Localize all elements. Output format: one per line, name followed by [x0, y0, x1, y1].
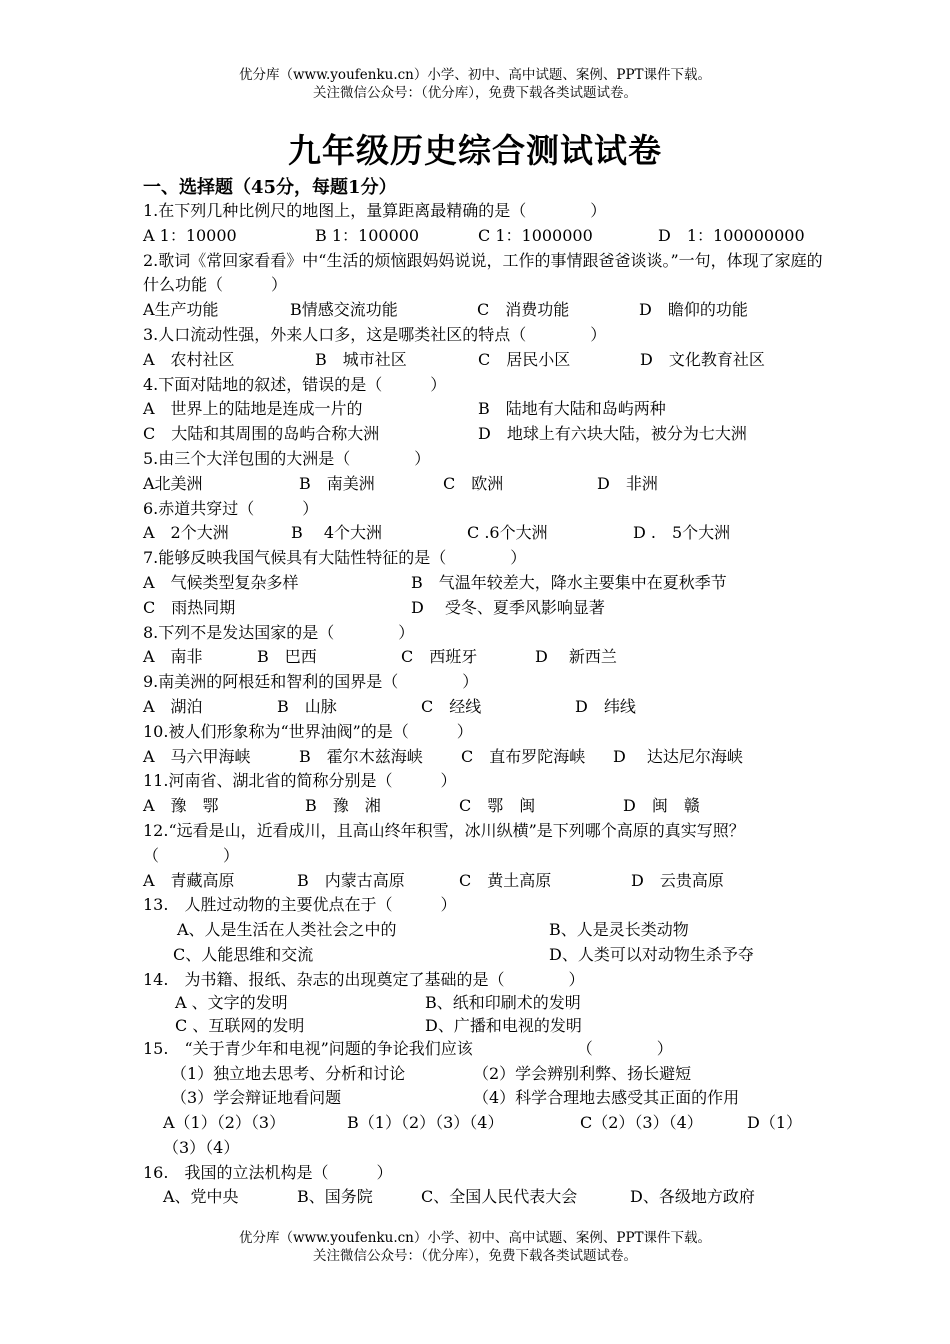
option-a: A 南非: [143, 647, 203, 667]
question-7-stem: 7.能够反映我国气候具有大陆性特征的是（ ）: [143, 548, 527, 568]
option-c: C 经线: [421, 696, 482, 716]
option-d: D 瞻仰的功能: [639, 300, 748, 320]
option-a: A、人是生活在人类社会之中的: [177, 920, 397, 940]
statement-3: （3）学会辩证地看问题: [171, 1088, 342, 1108]
option-d: D、人类可以对动物生杀予夺: [549, 944, 754, 964]
question-13-options-ab: [143, 918, 823, 943]
option-a: A 湖泊: [143, 696, 203, 716]
question-11-options: [143, 794, 823, 819]
option-c: C、全国人民代表大会: [421, 1187, 578, 1207]
option-d: D、各级地方政府: [630, 1187, 755, 1207]
option-c: C 鄂 闽: [459, 796, 536, 816]
question-14-options-cd: [143, 1014, 823, 1037]
question-2-options: [143, 298, 823, 323]
question-15-options-cont: [143, 1136, 823, 1161]
option-d: D 云贵高原: [631, 870, 724, 890]
option-d: D . 5个大洲: [633, 523, 731, 543]
header-line-2: 关注微信公众号：（优分库），免费下载各类试题试卷。: [313, 85, 637, 101]
option-d: D 地球上有六块大陆，被分为七大洲: [478, 424, 747, 444]
option-d: D、广播和电视的发明: [425, 1015, 582, 1035]
question-16-options: [143, 1185, 823, 1210]
option-a: A 农村社区: [143, 349, 235, 369]
question-13-options-cd: [143, 943, 823, 968]
option-b: B 1：100000: [315, 225, 420, 245]
option-b: B 霍尔木兹海峡: [299, 746, 423, 766]
question-7-options-cd: [143, 596, 823, 621]
option-a: A 、文字的发明: [175, 992, 288, 1012]
statement-2: （2）学会辨别利弊、扬长避短: [473, 1063, 692, 1083]
question-16-stem: 16. 我国的立法机构是（ ）: [143, 1162, 393, 1182]
option-c: C 直布罗陀海峡: [461, 746, 586, 766]
section-title: 一、选择题（45分，每题1分）: [143, 177, 397, 198]
option-c: C 雨热同期: [143, 597, 236, 617]
question-5-stem: 5.由三个大洋包围的大洲是（ ）: [143, 448, 431, 468]
option-b: B、国务院: [297, 1187, 373, 1207]
statement-4: （4）科学合理地去感受其正面的作用: [473, 1088, 740, 1108]
option-c: C 居民小区: [478, 349, 571, 369]
option-d: D（1）: [747, 1113, 803, 1133]
header-line-1: 优分库（www.youfenku.cn）小学、初中、高中试题、案例、PPT课件下载。: [238, 67, 712, 83]
option-b: B 4个大洲: [291, 523, 383, 543]
question-4-stem: 4.下面对陆地的叙述，错误的是（ ）: [143, 374, 447, 394]
option-b: B 气温年较差大，降水主要集中在夏秋季节: [411, 572, 727, 592]
option-a: A 豫 鄂: [143, 796, 219, 816]
question-13-stem: 13. 人胜过动物的主要优点在于（ ）: [143, 895, 457, 915]
option-c: C 消费功能: [477, 300, 570, 320]
question-2-stem: 2.歌词《常回家看看》中“生活的烦恼跟妈妈说说，工作的事情跟爸爸谈谈。”一句，体现了家庭的什么功能（ ）: [143, 250, 823, 295]
option-a: A 1：10000: [143, 225, 237, 245]
question-15-options: [143, 1111, 823, 1136]
statement-1: （1）独立地去思考、分析和讨论: [171, 1063, 406, 1083]
question-8-options: [143, 645, 823, 670]
option-b: B（1）（2）（3）（4）: [347, 1113, 504, 1133]
option-c: C 西班牙: [401, 647, 478, 667]
question-3-stem: 3.人口流动性强，外来人口多，这是哪类社区的特点（ ）: [143, 324, 607, 344]
option-d: D 新西兰: [535, 647, 617, 667]
question-list: [143, 199, 823, 1210]
question-10-stem: 10.被人们形象称为“世界油阀”的是（ ）: [143, 721, 473, 741]
page-footer: [0, 1229, 950, 1265]
option-d: D 1：100000000: [658, 225, 805, 245]
question-12-stem: 12.“远看是山，近看成川，且高山终年积雪，冰川纵横”是下列哪个高原的真实写照？（ ）: [143, 820, 745, 865]
option-c: C 1：1000000: [478, 225, 593, 245]
option-b: B、纸和印刷术的发明: [425, 992, 581, 1012]
option-d: D 闽 赣: [623, 796, 700, 816]
question-15-statements-34: [143, 1086, 823, 1111]
option-d: D 达达尼尔海峡: [613, 746, 743, 766]
page-title: 九年级历史综合测试试卷: [288, 131, 662, 170]
question-4-options-cd: [143, 422, 823, 447]
option-a: A 世界上的陆地是连成一片的: [143, 399, 363, 419]
option-b: B、人是灵长类动物: [549, 920, 689, 940]
option-a: A生产功能: [143, 300, 219, 320]
option-d: D 非洲: [597, 473, 658, 493]
question-9-stem: 9.南美洲的阿根廷和智利的国界是（ ）: [143, 672, 479, 692]
question-7-options-ab: [143, 571, 823, 596]
question-1-stem: 1.在下列几种比例尺的地图上，量算距离最精确的是（ ）: [143, 201, 607, 220]
page-header: [0, 66, 950, 102]
option-c: C .6个大洲: [467, 523, 548, 543]
option-d-continued: （3）（4）: [163, 1137, 240, 1157]
question-1-options: [143, 224, 823, 249]
question-12-options: [143, 869, 823, 894]
option-d: D 受冬、夏季风影响显著: [411, 597, 605, 617]
question-3-options: [143, 348, 823, 373]
question-5-options: [143, 472, 823, 497]
option-b: B 陆地有大陆和岛屿两种: [478, 399, 666, 419]
option-a: A、党中央: [163, 1187, 239, 1207]
option-b: B 内蒙古高原: [297, 870, 405, 890]
option-b: B情感交流功能: [290, 300, 398, 320]
option-b: B 山脉: [277, 696, 337, 716]
option-a: A（1）（2）（3）: [163, 1113, 286, 1133]
option-c: C 、互联网的发明: [175, 1015, 305, 1035]
option-c: C、人能思维和交流: [173, 944, 314, 964]
question-4-options-ab: [143, 397, 823, 422]
option-a: A 青藏高原: [143, 870, 235, 890]
option-b: B 南美洲: [299, 473, 375, 493]
question-10-options: [143, 745, 823, 770]
question-15-stem: 15. “关于青少年和电视”问题的争论我们应该 （ ）: [143, 1038, 673, 1058]
option-c: C（2）（3）（4）: [580, 1113, 703, 1133]
option-a: A北美洲: [143, 473, 203, 493]
option-b: B 城市社区: [315, 349, 407, 369]
option-d: D 纬线: [575, 696, 636, 716]
question-14-options-ab: [143, 991, 823, 1014]
question-6-stem: 6.赤道共穿过（ ）: [143, 498, 319, 518]
question-15-statements-12: [143, 1062, 823, 1087]
question-11-stem: 11.河南省、湖北省的简称分别是（ ）: [143, 771, 457, 791]
option-d: D 文化教育社区: [640, 349, 765, 369]
option-c: C 欧洲: [443, 473, 504, 493]
option-c: C 大陆和其周围的岛屿合称大洲: [143, 424, 380, 444]
question-14-stem: 14. 为书籍、报纸、杂志的出现奠定了基础的是（ ）: [143, 969, 585, 989]
option-b: B 巴西: [257, 647, 317, 667]
option-b: B 豫 湘: [305, 796, 381, 816]
option-a: A 气候类型复杂多样: [143, 572, 299, 592]
question-8-stem: 8.下列不是发达国家的是（ ）: [143, 622, 415, 642]
question-6-options: [143, 521, 823, 546]
option-c: C 黄土高原: [459, 870, 552, 890]
option-a: A 2个大洲: [143, 523, 229, 543]
footer-line-1: 优分库（www.youfenku.cn）小学、初中、高中试题、案例、PPT课件下载。: [238, 1230, 712, 1246]
question-9-options: [143, 695, 823, 720]
option-a: A 马六甲海峡: [143, 746, 251, 766]
footer-line-2: 关注微信公众号：（优分库），免费下载各类试题试卷。: [313, 1248, 637, 1264]
